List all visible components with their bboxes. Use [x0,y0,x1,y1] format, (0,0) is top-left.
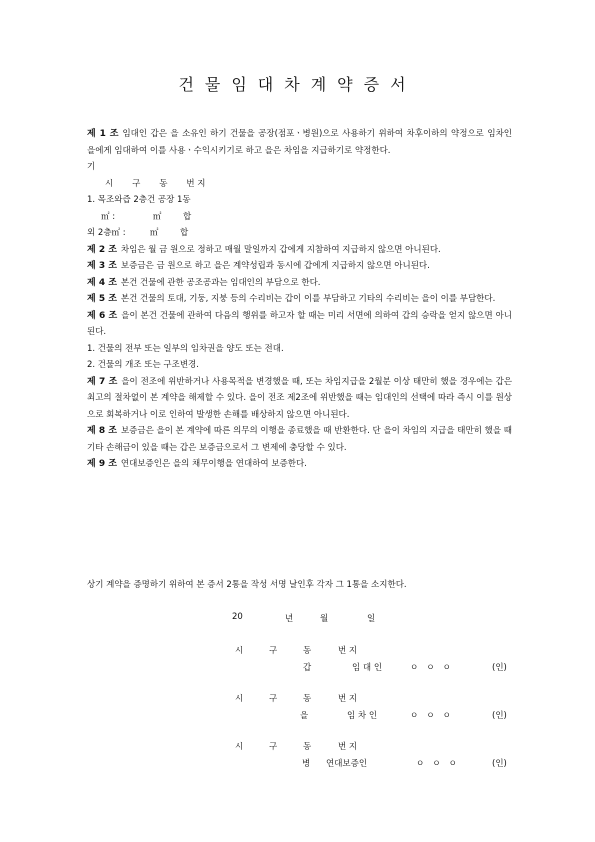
address-gu: 구 [269,646,278,656]
address-beonji: 번 지 [338,694,358,704]
address-dong: 동 [303,742,312,752]
article-text: 연대보증인은 을의 채무이행을 연대하여 보증한다. [120,459,307,469]
seal-mark: (인) [492,663,507,673]
date-year-unit: 년 [285,614,294,624]
party-letter: 병 [302,759,311,769]
party-role: 임 대 인 [352,663,383,673]
article-7 [87,374,512,424]
article-9 [87,456,512,473]
closing-statement: 상기 계약을 증명하기 위하여 본 증서 2통을 작성 서명 날인후 각자 그 1통을 소지한다. [87,580,407,590]
article-5 [87,291,512,308]
article-6 [87,308,512,341]
article-number: 제 4 조 [87,277,117,288]
article-number: 제 1 조 [87,129,119,139]
article-4 [87,275,512,292]
article-number: 제 7 조 [87,376,118,387]
article-text: 을이 전조에 위반하거나 사용목적을 변경했을 때, 또는 차임지급을 2월분 이상 태만히 했을 경우에는 갑은 최고의 절차없이 본 계약을 해제할 수 있다. 을이 전조 제2조에 위반했을 때는 임대인의 선택에 따라 즉시 이를 원상으로 회복하거나 이로 인하여 발생한 손해를 배상하지 않으면 아니된다. [87,376,513,420]
article-text: 본건 건물에 관한 공조공과는 임대인의 부담으로 한다. [120,277,321,288]
article-number: 제 2 조 [87,244,117,255]
property-section [87,159,512,242]
address-si: 시 [235,742,244,752]
article-number: 제 6 조 [87,310,118,321]
article-8 [87,423,512,456]
article-1 [87,126,512,159]
address-gu: 구 [269,742,278,752]
property-heading: 기 [87,162,96,172]
date-month-unit: 월 [320,614,329,624]
article-number: 제 8 조 [87,426,117,436]
party-letter: 을 [300,711,309,721]
article-6-item-1: 1. 건물의 전부 또는 일부의 임차권을 양도 또는 전대. [87,343,284,354]
article-number: 제 9 조 [87,459,117,469]
address-beonji: 번 지 [338,646,358,656]
party-name: ㅇ ㅇ ㅇ [416,759,457,769]
article-text: 보증금은 금 원으로 하고 을은 계약성립과 동시에 갑에게 지급하지 않으면 아니된다. [120,261,430,271]
address-si: 시 [235,694,244,704]
article-text: 차임은 월 금 원으로 정하고 매월 말일까지 갑에게 지참하여 지급하지 않으면 아니된다. [120,244,441,255]
property-area-1: ㎡ : ㎡ 합 [101,211,192,222]
article-number: 제 3 조 [87,261,117,271]
property-item: 1. 목조와즙 2층건 공장 1동 [87,195,191,205]
article-text: 임대인 갑은 을 소유인 하기 건물을 공장(점포ㆍ병원)으로 사용하기 위하여 차후이하의 약정으로 임차인 을에게 임대하여 이를 사용ㆍ수익시키기로 하고 을은 차임을 지급하기로 약정한다. [87,129,512,156]
date-day-unit: 일 [367,614,376,624]
address-beonji: 번 지 [338,742,358,752]
address-dong: 동 [303,694,312,704]
party-role: 임 차 인 [347,711,378,721]
article-text: 보증금은 을이 본 계약에 따른 의무의 이행을 종료했을 때 반환한다. 단 을이 차임의 지급을 태만히 했을 때 기타 손해금이 있을 때는 갑은 보증금으로서 그 변제에 충당할 수 있다. [87,426,512,453]
property-area-2: 외 2층㎡ : ㎡ 합 [87,228,189,238]
property-address: 시 구 동 번 지 [105,178,206,189]
article-text: 을이 본건 건물에 관하여 다음의 행위를 하고자 할 때는 미리 서면에 의하여 갑의 승락을 얻지 않으면 아니된다. [87,310,512,337]
party-name: ㅇ ㅇ ㅇ [410,663,451,673]
contract-body [87,126,512,473]
seal-mark: (인) [492,711,507,721]
article-text: 본건 건물의 토대, 기둥, 지붕 등의 수리비는 갑이 이를 부담하고 기타의 수리비는 을이 이를 부담한다. [120,294,496,304]
party-letter: 갑 [303,663,312,673]
address-gu: 구 [269,694,278,704]
article-number: 제 5 조 [87,294,117,304]
seal-mark: (인) [492,759,507,769]
article-3 [87,258,512,275]
article-2 [87,242,512,259]
date-year: 20 [232,612,243,622]
address-dong: 동 [303,646,312,656]
address-si: 시 [235,646,244,656]
article-6-item-2: 2. 건물의 개조 또는 구조변경. [87,360,199,370]
party-name: ㅇ ㅇ ㅇ [410,711,451,721]
party-role: 연대보증인 [326,759,368,769]
document-title: 건물임대차계약증서 [178,75,417,94]
